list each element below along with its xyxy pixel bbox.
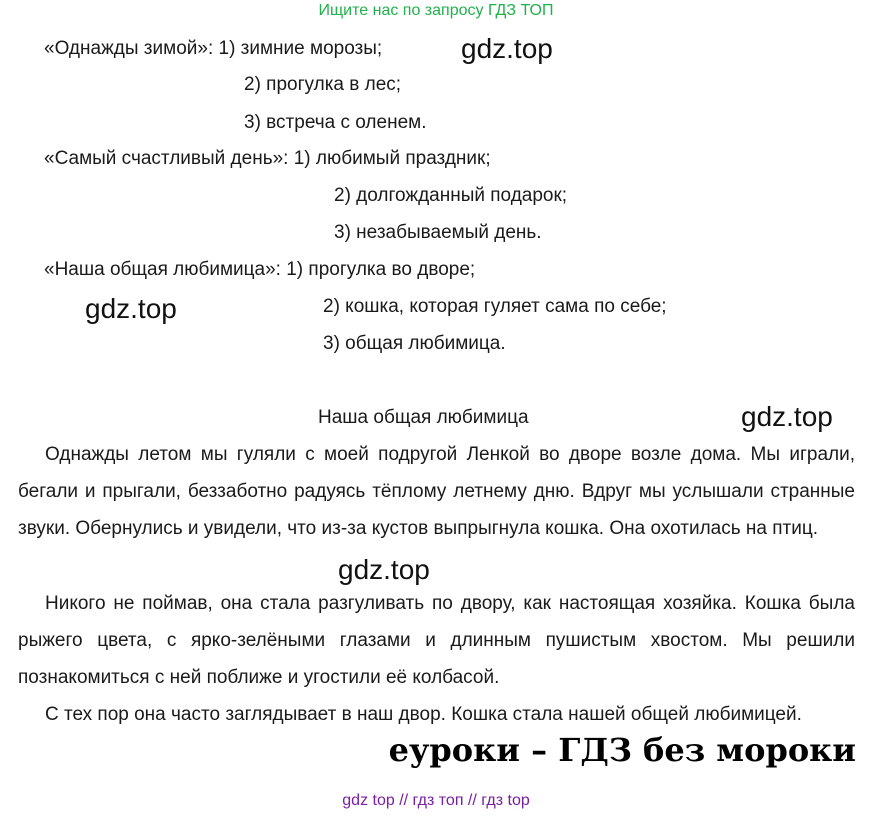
brand-slogan: еуроки – ГДЗ без мороки — [388, 731, 856, 769]
plan-3-item-2: 2) кошка, которая гуляет сама по себе; — [323, 296, 667, 317]
watermark-1: gdz.top — [461, 33, 553, 64]
plan-2-item-3: 3) незабываемый день. — [334, 222, 542, 243]
essay-paragraph-3: С тех пор она часто заглядывает в наш двор. Кошка стала нашей общей любимицей. — [45, 704, 802, 725]
plan-1-item-3: 3) встреча с оленем. — [244, 112, 427, 133]
essay-title: Наша общая любимица — [318, 407, 529, 428]
essay-paragraph-1: Однажды летом мы гуляли с моей подругой Ленкой во дворе возле дома. Мы играли, бегали и прыгали, беззаботно радуясь тёплому летнему дню. Вдруг мы услышали странные звуки. Обернулись и увидели, что из-за кустов выпрыгнула кошка. Она охотилась на птиц. — [18, 444, 855, 539]
essay-paragraph-2: Никого не поймав, она стала разгуливать по двору, как настоящая хозяйка. Кошка была рыжего цвета, с ярко-зелёными глазами и длинным пушистым хвостом. Мы решили познакомиться с ней поближе и угостили её колбасой. — [18, 593, 855, 688]
plan-2-item-2: 2) долгожданный подарок; — [334, 185, 568, 206]
plan-3-title: «Наша общая любимица»: 1) прогулка во дворе; — [44, 259, 476, 280]
watermark-3: gdz.top — [741, 401, 833, 432]
plan-3-item-3: 3) общая любимица. — [323, 333, 506, 354]
plan-1-item-2: 2) прогулка в лес; — [244, 74, 402, 95]
footer-links: gdz top // гдз топ // гдз top — [342, 792, 530, 809]
watermark-2: gdz.top — [85, 293, 177, 324]
plan-1-title: «Однажды зимой»: 1) зимние морозы; — [44, 38, 383, 59]
watermark-4: gdz.top — [338, 554, 430, 585]
plan-2-title: «Самый счастливый день»: 1) любимый праздник; — [44, 148, 491, 169]
top-banner: Ищите нас по запросу ГДЗ ТОП — [318, 2, 554, 19]
